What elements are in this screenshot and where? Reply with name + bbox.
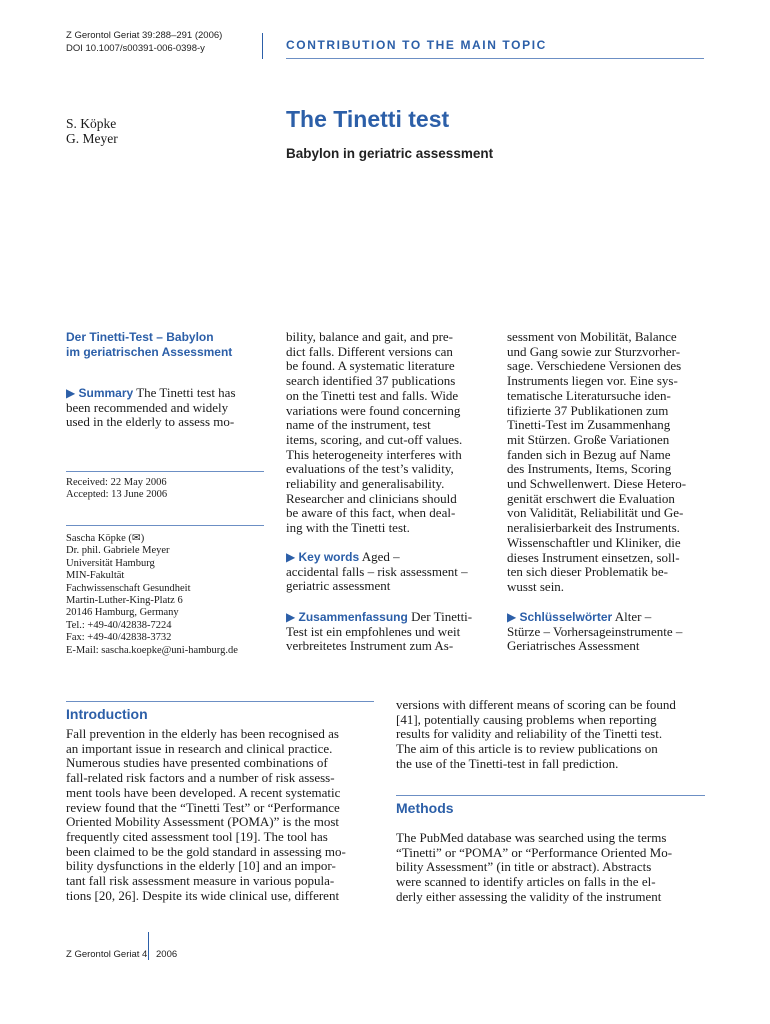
schluesselwoerter-line: Stürze – Vorhersageinstrumente – <box>507 623 683 639</box>
correspondence-line: Fax: +49-40/42838-3732 <box>66 632 172 644</box>
methods-line: were scanned to identify articles on falls in the el- <box>396 874 656 890</box>
zusammenfassung-line: sage. Verschiedene Versionen des <box>507 358 682 374</box>
summary-line: name of the instrument, test <box>286 417 431 433</box>
zusammenfassung-line: neralisierbarkeit des Instruments. <box>507 520 680 536</box>
page-title: The Tinetti test <box>286 106 450 132</box>
methods-body <box>396 831 705 905</box>
introduction-line: fall-related risk factors and a number of risk assess- <box>66 770 335 786</box>
correspondence-block <box>66 533 238 657</box>
zusammenfassung-line: genität erschwert die Evaluation <box>507 490 675 506</box>
summary-line: items, scoring, and cut-off values. <box>286 431 463 447</box>
zusammenfassung-line: tifizierte 37 Publikationen zum <box>507 402 669 418</box>
received-date: Received: 22 May 2006 <box>66 477 167 488</box>
summary-line: reliability and generalisability. <box>286 476 445 492</box>
zusammenfassung-label: Zusammenfassung <box>298 610 408 624</box>
introduction-line: Fall prevention in the elderly has been recognised as <box>66 726 339 741</box>
zusammenfassung-line: wusst sein. <box>507 578 565 594</box>
zusammenfassung-line: des Instruments, Items, Scoring <box>507 461 672 477</box>
summary-text: The Tinetti test has <box>136 385 236 400</box>
footer-divider <box>148 932 149 960</box>
key-words-line: accidental falls – risk assessment – <box>286 563 468 579</box>
introduction-heading: Introduction <box>66 706 148 722</box>
introduction-rule <box>66 701 374 702</box>
summary-col1 <box>66 386 266 430</box>
summary-line: bility, balance and gait, and pre- <box>286 329 454 344</box>
methods-rule <box>396 795 705 796</box>
triangle-icon: ▶ <box>286 550 296 564</box>
zusammenfassung-line: verbreitetes Instrument zum As- <box>286 638 454 654</box>
summary-line: ing with the Tinetti test. <box>286 520 410 536</box>
zusammenfassung-line: fanden sich in Bezug auf Name <box>507 446 671 462</box>
german-title-line: Der Tinetti-Test – Babylon <box>66 330 214 344</box>
introduction-line: Numerous studies have presented combinations of <box>66 755 328 771</box>
header-divider <box>262 33 263 59</box>
email-link[interactable]: E-Mail: sascha.koepke@uni-hamburg.de <box>66 644 238 656</box>
correspondence-rule <box>66 525 264 526</box>
summary-line <box>66 386 266 401</box>
zusammenfassung-line: sessment von Mobilität, Balance <box>507 329 677 344</box>
zusammenfassung-block <box>286 610 486 654</box>
introduction-line: review found that the “Tinetti Test” or “Performance <box>66 799 340 815</box>
introduction-line: been claimed to be the gold standard in assessing mo- <box>66 843 346 859</box>
schluesselwoerter-line <box>507 610 707 625</box>
summary-line: evaluations of the test’s validity, <box>286 461 454 477</box>
correspondence-line: Tel.: +49-40/42838-7224 <box>66 619 172 631</box>
summary-label: Summary <box>78 386 134 400</box>
zusammenfassung-line <box>286 610 486 625</box>
doi: DOI 10.1007/s00391-006-0398-y <box>66 43 205 54</box>
zusammenfassung-line: mit Stürzen. Große Variationen <box>507 431 670 447</box>
schluesselwoerter-block <box>507 610 707 654</box>
right-column-body <box>396 698 705 772</box>
zusammenfassung-line: und Gang sowie zur Sturzvorher- <box>507 343 681 359</box>
schluesselwoerter-text: Alter – <box>614 609 652 624</box>
accepted-date: Accepted: 13 June 2006 <box>66 489 168 500</box>
key-words-block <box>286 550 486 594</box>
introduction-body <box>66 727 375 903</box>
correspondence-line: Dr. phil. Gabriele Meyer <box>66 545 170 557</box>
key-words-line: geriatric assessment <box>286 578 391 594</box>
triangle-icon: ▶ <box>66 386 76 400</box>
summary-line: be aware of this fact, when deal- <box>286 505 456 521</box>
methods-line: “Tinetti” or “POMA” or “Performance Oriented Mo- <box>396 844 673 860</box>
author: G. Meyer <box>66 131 118 146</box>
zusammenfassung-line: Test ist ein empfohlenes und weit <box>286 623 461 639</box>
zusammenfassung-text: Der Tinetti- <box>411 609 473 624</box>
introduction-line: ment tools have been developed. A recent systematic <box>66 784 341 800</box>
methods-line: bility Assessment” (in title or abstract). Abstracts <box>396 859 652 875</box>
zusammenfassung-line: von Validität, Reliabilität und Ge- <box>507 505 684 521</box>
key-words-text: Aged – <box>361 549 400 564</box>
correspondence-line: 20146 Hamburg, Germany <box>66 607 179 619</box>
triangle-icon: ▶ <box>286 610 296 624</box>
correspondence-line: Martin-Luther-King-Platz 6 <box>66 595 183 607</box>
correspondence-line: MIN-Fakultät <box>66 570 125 582</box>
methods-line: derly either assessing the validity of the instrument <box>396 888 662 904</box>
correspondence-line: Universität Hamburg <box>66 557 155 569</box>
zusammenfassung-col3 <box>507 330 707 595</box>
footer-year: 2006 <box>156 949 178 960</box>
introduction-line: tions [20, 26]. Despite its wide clinical use, different <box>66 887 340 903</box>
footer-journal: Z Gerontol Geriat 4 <box>66 949 148 960</box>
summary-line: used in the elderly to assess mo- <box>66 414 235 430</box>
zusammenfassung-line: Wissenschaftler und Kliniker, die <box>507 534 681 550</box>
key-words-label: Key words <box>298 550 360 564</box>
summary-line: search identified 37 publications <box>286 373 456 389</box>
correspondence-line: Sascha Köpke (✉) <box>66 533 145 544</box>
summary-line: be found. A systematic literature <box>286 358 455 374</box>
zusammenfassung-line: Tinetti-Test im Zusammenhang <box>507 417 671 433</box>
subtitle: Babylon in geriatric assessment <box>286 146 494 161</box>
methods-line: The PubMed database was searched using the terms <box>396 830 667 845</box>
author: S. Köpke <box>66 116 117 131</box>
german-title <box>66 330 232 359</box>
zusammenfassung-line: Instruments liegen vor. Eine sys- <box>507 373 678 389</box>
body-line: results for validity and reliability of the Tinetti test. <box>396 726 663 742</box>
key-words-line <box>286 550 486 565</box>
introduction-line: Oriented Mobility Assessment (POMA)” is the most <box>66 814 339 830</box>
section-label: CONTRIBUTION TO THE MAIN TOPIC <box>286 38 547 52</box>
summary-line: This heterogeneity interferes with <box>286 446 462 462</box>
methods-heading: Methods <box>396 800 454 816</box>
introduction-line: frequently cited assessment tool [19]. The tool has <box>66 828 328 844</box>
body-line: the use of the Tinetti-test in fall prediction. <box>396 755 619 771</box>
schluesselwoerter-line: Geriatrisches Assessment <box>507 638 640 654</box>
citation: Z Gerontol Geriat 39:288–291 (2006) <box>66 30 223 41</box>
zusammenfassung-line: tematische Literatursuche iden- <box>507 387 671 403</box>
dates-rule <box>66 471 264 472</box>
zusammenfassung-line: ten sich dieser Problematik be- <box>507 564 669 580</box>
introduction-line: an important issue in research and clinical practice. <box>66 740 333 756</box>
introduction-line: bility dysfunctions in the elderly [10] and an impor- <box>66 858 336 874</box>
correspondence-line: Fachwissenschaft Gesundheit <box>66 582 191 594</box>
body-line: versions with different means of scoring can be found <box>396 697 676 712</box>
summary-col2 <box>286 330 486 536</box>
summary-line: on the Tinetti test and falls. Wide <box>286 387 459 403</box>
body-line: [41], potentially causing problems when reporting <box>396 711 657 727</box>
introduction-line: tant fall risk assessment measure in various popula- <box>66 873 335 889</box>
header-rule <box>286 58 704 59</box>
summary-line: Researcher and clinicians should <box>286 490 457 506</box>
zusammenfassung-line: dieses Instrument einsetzen, soll- <box>507 549 680 565</box>
body-line: The aim of this article is to review publications on <box>396 741 658 757</box>
german-title-line: im geriatrischen Assessment <box>66 344 233 359</box>
summary-line: variations were found concerning <box>286 402 461 418</box>
zusammenfassung-line: und Schwellenwert. Diese Hetero- <box>507 476 687 492</box>
schluesselwoerter-label: Schlüsselwörter <box>519 610 613 624</box>
triangle-icon: ▶ <box>507 610 517 624</box>
summary-line: been recommended and widely <box>66 399 229 415</box>
summary-line: dict falls. Different versions can <box>286 343 453 359</box>
